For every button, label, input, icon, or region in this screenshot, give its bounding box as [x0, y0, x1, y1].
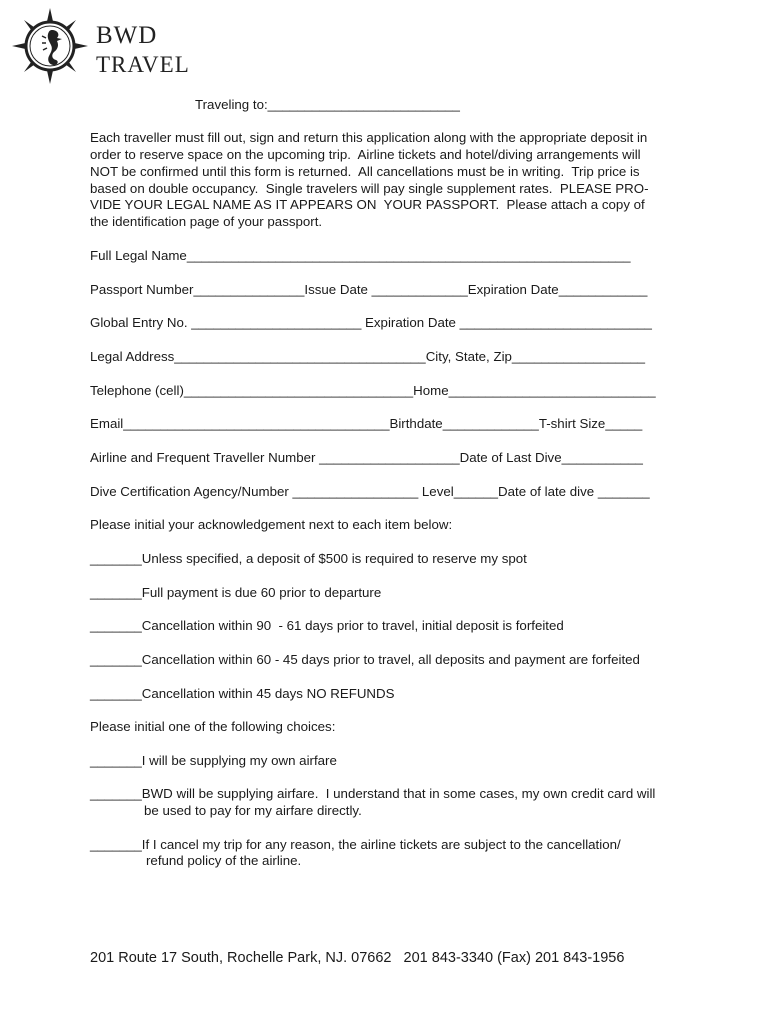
choice-item[interactable]: _______I will be supplying my own airfare — [90, 753, 337, 768]
intro-line: Each traveller must fill out, sign and return this application along with the appropriate deposit in — [90, 130, 648, 145]
intro-line: based on double occupancy. Single travelers will pay single supplement rates. PLEASE PRO- — [90, 181, 649, 196]
traveling-to-field[interactable]: Traveling to:__________________________ — [195, 97, 460, 112]
choice-item[interactable]: _______If I cancel my trip for any reason, the airline tickets are subject to the cancellation/ — [90, 837, 621, 852]
global-entry-field-row[interactable]: Global Entry No. _______________________ Expiration Date __________________________ — [90, 315, 652, 330]
brand-logo — [12, 8, 190, 84]
airline-field-row[interactable]: Airline and Frequent Traveller Number ___________________Date of Last Dive___________ — [90, 450, 643, 465]
dive-certification-field-row[interactable]: Dive Certification Agency/Number _________________ Level______Date of late dive _______ — [90, 484, 650, 499]
ack-item[interactable]: _______Unless specified, a deposit of $500 is required to reserve my spot — [90, 551, 527, 566]
ack-item[interactable]: _______Cancellation within 60 - 45 days prior to travel, all deposits and payment are forfeited — [90, 652, 640, 667]
intro-line: VIDE YOUR LEGAL NAME AS IT APPEARS ON YOUR PASSPORT. Please attach a copy of — [90, 197, 645, 212]
choices-heading: Please initial one of the following choices: — [90, 719, 336, 734]
brand-name-line1: BWD — [96, 22, 158, 49]
choice-item-continuation: refund policy of the airline. — [146, 853, 302, 868]
passport-field-row[interactable]: Passport Number_______________Issue Date _____________Expiration Date____________ — [90, 282, 648, 297]
ack-item[interactable]: _______Cancellation within 45 days NO REFUNDS — [90, 686, 395, 701]
email-field-row[interactable]: Email____________________________________Birthdate_____________T-shirt Size_____ — [90, 416, 643, 431]
choice-item[interactable]: _______BWD will be supplying airfare. I understand that in some cases, my own credit card will — [90, 786, 656, 801]
choice-item-continuation: be used to pay for my airfare directly. — [144, 803, 362, 818]
intro-line: order to reserve space on the upcoming trip. Airline tickets and hotel/diving arrangements will — [90, 147, 641, 162]
full-legal-name-field[interactable]: Full Legal Name____________________________________________________________ — [90, 248, 631, 263]
legal-address-field-row[interactable]: Legal Address__________________________________City, State, Zip__________________ — [90, 349, 646, 364]
ack-item[interactable]: _______Full payment is due 60 prior to departure — [90, 585, 382, 600]
footer-address: 201 Route 17 South, Rochelle Park, NJ. 07662 201 843-3340 (Fax) 201 843-1956 — [90, 950, 625, 966]
intro-line: the identification page of your passport. — [90, 214, 323, 229]
brand-name-line2: TRAVEL — [96, 52, 190, 77]
intro-line: NOT be confirmed until this form is returned. All cancellations must be in writing. Trip price is — [90, 164, 640, 179]
acknowledgement-heading: Please initial your acknowledgement next to each item below: — [90, 517, 453, 532]
telephone-field-row[interactable]: Telephone (cell)_______________________________Home____________________________ — [90, 383, 656, 398]
seahorse-compass-icon — [12, 8, 88, 84]
ack-item[interactable]: _______Cancellation within 90 - 61 days prior to travel, initial deposit is forfeited — [90, 618, 564, 633]
